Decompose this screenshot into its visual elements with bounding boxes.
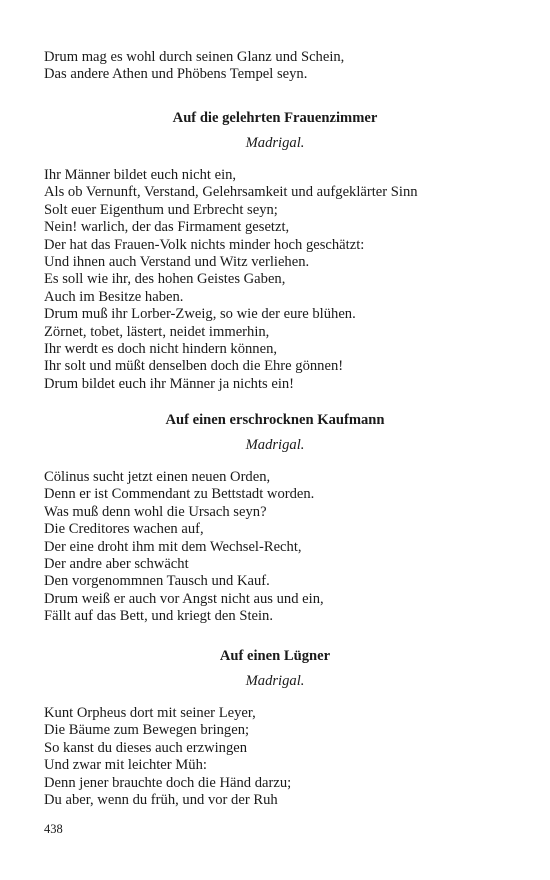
verse-line: Ihr Männer bildet euch nicht ein, bbox=[44, 167, 237, 183]
verse-line: Denn jener brauchte doch die Händ darzu; bbox=[44, 774, 292, 791]
verse-line: Denn er ist Commendant zu Bettstadt worden. bbox=[44, 486, 315, 503]
poem-title: Auf einen erschrocknen Kaufmann bbox=[165, 412, 385, 428]
verse-line: Was muß denn wohl die Ursach seyn? bbox=[44, 503, 267, 520]
verse-line: Nein! warlich, der das Firmament gesetzt, bbox=[44, 219, 290, 236]
poem-body bbox=[44, 469, 514, 626]
verse-line: Drum muß ihr Lorber-Zweig, so wie der eure blühen. bbox=[44, 306, 356, 323]
verse-line: Die Creditores wachen auf, bbox=[44, 521, 204, 538]
verse-line: Als ob Vernunft, Verstand, Gelehrsamkeit und aufgeklärter Sinn bbox=[44, 184, 418, 201]
verse-line: Fällt auf das Bett, und kriegt den Stein. bbox=[44, 608, 274, 625]
verse-line: Ihr solt und müßt denselben doch die Ehre gönnen! bbox=[44, 358, 344, 375]
verse-line: Und zwar mit leichter Müh: bbox=[44, 757, 207, 774]
poem-body bbox=[44, 167, 514, 393]
verse-line: Drum weiß er auch vor Angst nicht aus und ein, bbox=[44, 590, 324, 607]
poem-body bbox=[44, 705, 514, 809]
verse-line: Auch im Besitze haben. bbox=[44, 288, 184, 305]
verse-line: Cölinus sucht jetzt einen neuen Orden, bbox=[44, 469, 271, 485]
verse-line: Der eine droht ihm mit dem Wechsel-Recht, bbox=[44, 538, 302, 555]
poem-subtitle: Madrigal. bbox=[245, 673, 305, 689]
verse-line: Es soll wie ihr, des hohen Geistes Gaben, bbox=[44, 271, 286, 288]
poem-title: Auf die gelehrten Frauenzimmer bbox=[172, 110, 378, 126]
verse-line: Solt euer Eigenthum und Erbrecht seyn; bbox=[44, 201, 278, 218]
opening-lines bbox=[44, 49, 514, 84]
poem-subtitle: Madrigal. bbox=[245, 437, 305, 453]
poem-title: Auf einen Lügner bbox=[219, 648, 331, 664]
page-number: 438 bbox=[44, 822, 63, 836]
verse-line: Und ihnen auch Verstand und Witz verliehen. bbox=[44, 254, 310, 271]
verse-line: Du aber, wenn du früh, und vor der Ruh bbox=[44, 792, 278, 809]
verse-line: So kanst du dieses auch erzwingen bbox=[44, 739, 248, 756]
verse-line: Zörnet, tobet, lästert, neidet immerhin, bbox=[44, 323, 270, 340]
verse-line: Das andere Athen und Phöbens Tempel seyn. bbox=[44, 66, 308, 83]
verse-line: Kunt Orpheus dort mit seiner Leyer, bbox=[44, 705, 256, 721]
verse-line: Drum mag es wohl durch seinen Glanz und Schein, bbox=[44, 49, 345, 65]
poem-subtitle: Madrigal. bbox=[245, 135, 305, 151]
verse-line: Den vorgenommnen Tausch und Kauf. bbox=[44, 573, 270, 590]
verse-line: Der hat das Frauen-Volk nichts minder hoch geschätzt: bbox=[44, 236, 365, 253]
verse-line: Der andre aber schwächt bbox=[44, 556, 189, 573]
verse-line: Die Bäume zum Bewegen bringen; bbox=[44, 722, 250, 739]
verse-line: Ihr werdt es doch nicht hindern können, bbox=[44, 341, 278, 358]
verse-line: Drum bildet euch ihr Männer ja nichts ein! bbox=[44, 375, 295, 392]
